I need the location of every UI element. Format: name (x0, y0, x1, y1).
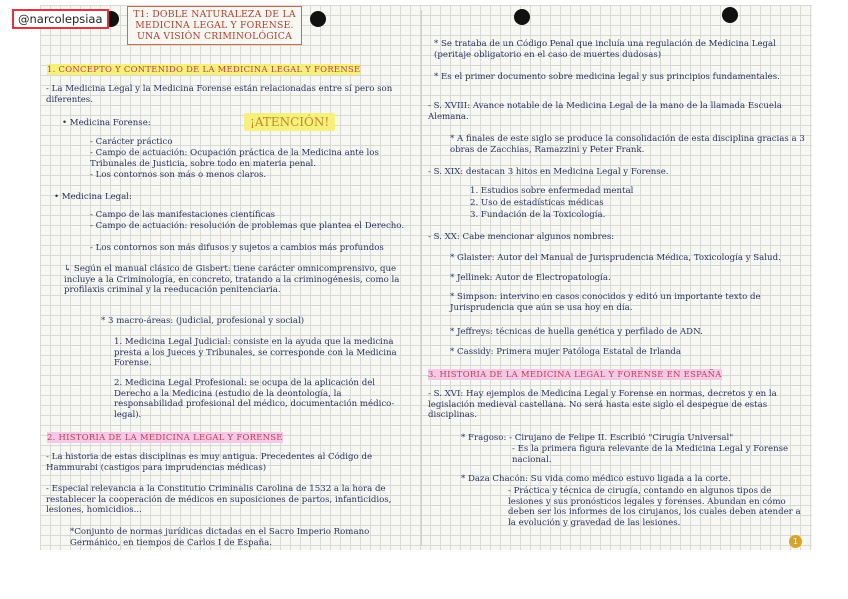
forense-item: - Carácter práctico (90, 137, 173, 147)
forense-item: - Los contornos son más o menos claros. (90, 170, 267, 180)
page-number: 1 (789, 535, 802, 548)
section-heading-3: 3. HISTORIA DE LA MEDICINA LEGAL Y FORENSE EN ESPAÑA (428, 369, 722, 379)
century-xvi: - S. XVI: Hay ejemplos de Medicina Legal y Forense en normas, decretos y en la legislación medieval castellana. No será hasta este siglo el despegue de estas disciplinas. (428, 389, 777, 420)
section-heading-2: 2. HISTORIA DE LA MEDICINA LEGAL Y FORENSE (47, 432, 283, 442)
author-handle: @narcolepsiaa (12, 9, 109, 29)
forense-item: - Campo de actuación: Ocupación práctica de la Medicina ante los Tribunales de Justicia, sobre todo en materia penal. (90, 148, 379, 169)
name-item: * Jeffreys: técnicas de huella genética y perfilado de ADN. (450, 327, 703, 337)
name-item: * Jellinek: Autor de Electropatología. (450, 273, 611, 283)
section-heading-1: 1. CONCEPTO Y CONTENIDO DE LA MEDICINA LEGAL Y FORENSE (47, 64, 361, 74)
fragoso-heading: * Fragoso: - Cirujano de Felipe II. Escribió "Cirugía Universal" (461, 433, 734, 443)
century-xix-item: 2. Uso de estadísticas médicas (470, 198, 604, 208)
criminalis-note: * Es el primer documento sobre medicina legal y sus principios fundamentales. (434, 72, 780, 82)
history-note: *Conjunto de normas jurídicas dictadas en el Sacro Imperio Romano Germánico, en tiempos de Carlos I de España. (70, 527, 370, 548)
intro-text: - La Medicina Legal y la Medicina Forense están relacionadas entre sí pero son diferentes. (46, 84, 393, 105)
page-title: T1: DOBLE NATURALEZA DE LA MEDICINA LEGAL Y FORENSE. UNA VISIÓN CRIMINOLÓGICA (127, 6, 302, 45)
history-text: - La historia de estas disciplinas es muy antigua. Precedentes al Código de Hammurabi (castigos para imprudencias médicas) (46, 452, 373, 473)
area-item: 2. Medicina Legal Profesional: se ocupa de la aplicación del Derecho a la Medicina (estudio de la deontología, la responsabilidad profesional del médico, documentación médico-legal). (114, 378, 395, 420)
daza-chacon-heading: * Daza Chacón: Su vida como médico estuvo ligada a la corte. (461, 474, 731, 484)
century-xix-item: 3. Fundación de la Toxicología. (470, 210, 606, 220)
name-item: * Cassidy: Primera mujer Patóloga Estatal de Irlanda (450, 347, 681, 357)
attention-label: ¡ATENCIÓN! (244, 113, 335, 131)
binder-hole-2 (310, 11, 326, 27)
daza-chacon-note: - Práctica y técnica de cirugía, contando en algunos tipos de lesiones y sus pronósticos legales y forenses. Abundan en cómo deben ser los informes de los cirujanos, los cuales deben atender a la evolución y gravedad de las lesiones. (508, 486, 801, 528)
page-divider (421, 10, 422, 545)
macro-areas-heading: * 3 macro-áreas: (judicial, profesional y social) (101, 316, 305, 326)
century-xviii-note: * A finales de este siglo se produce la consolidación de esta disciplina gracias a 3 obras de Zacchias, Ramazzini y Peter Frank. (450, 134, 805, 155)
criminalis-note: * Se trataba de un Código Penal que incluía una regulación de Medicina Legal (peritaje obligatorio en el caso de muertes dudosas) (434, 39, 776, 60)
name-item: * Glaister: Autor del Manual de Jurisprudencia Médica, Toxicología y Salud. (450, 253, 781, 263)
legal-item: - Campo de actuación: resolución de problemas que plantea el Derecho. (90, 221, 405, 231)
century-xx: - S. XX: Cabe mencionar algunos nombres: (428, 232, 615, 242)
legal-heading: • Medicina Legal: (54, 192, 132, 202)
name-item: * Simpson: intervino en casos conocidos y editó un importante texto de Jurisprudencia que aún se usa hoy en día. (450, 292, 761, 313)
history-text: - Especial relevancia a la Constitutio Criminalis Carolina de 1532 a la hora de restablecer la cooperación de médicos en suposiciones de partos, infanticidios, lesiones, homicidios... (46, 484, 392, 515)
forense-heading: • Medicina Forense: (62, 118, 151, 128)
area-item: 1. Medicina Legal Judicial: consiste en la ayuda que la medicina presta a los Jueces y Tribunales, se corresponde con la Medicina Forense. (114, 337, 397, 368)
century-xix: - S. XIX: destacan 3 hitos en Medicina Legal y Forense. (428, 167, 669, 177)
legal-item: - Los contornos son más difusos y sujetos a cambios más profundos (90, 243, 384, 253)
century-xix-item: 1. Estudios sobre enfermedad mental (470, 186, 634, 196)
legal-item: - Campo de las manifestaciones científicas (90, 210, 275, 220)
binder-hole-3 (514, 9, 530, 25)
manual-note: ↳ Según el manual clásico de Gisbert: tiene carácter omnicomprensivo, que incluye a la Criminología, en concreto, tratando a la criminogénesis, como la profilaxis criminal y la reeducación penitenciaria. (64, 264, 400, 295)
fragoso-note: - Es la primera figura relevante de la Medicina Legal y Forense nacional. (512, 444, 789, 465)
century-xviii: - S. XVIII: Avance notable de la Medicina Legal de la mano de la llamada Escuela Alemana. (428, 101, 782, 122)
binder-hole-4 (722, 7, 738, 23)
